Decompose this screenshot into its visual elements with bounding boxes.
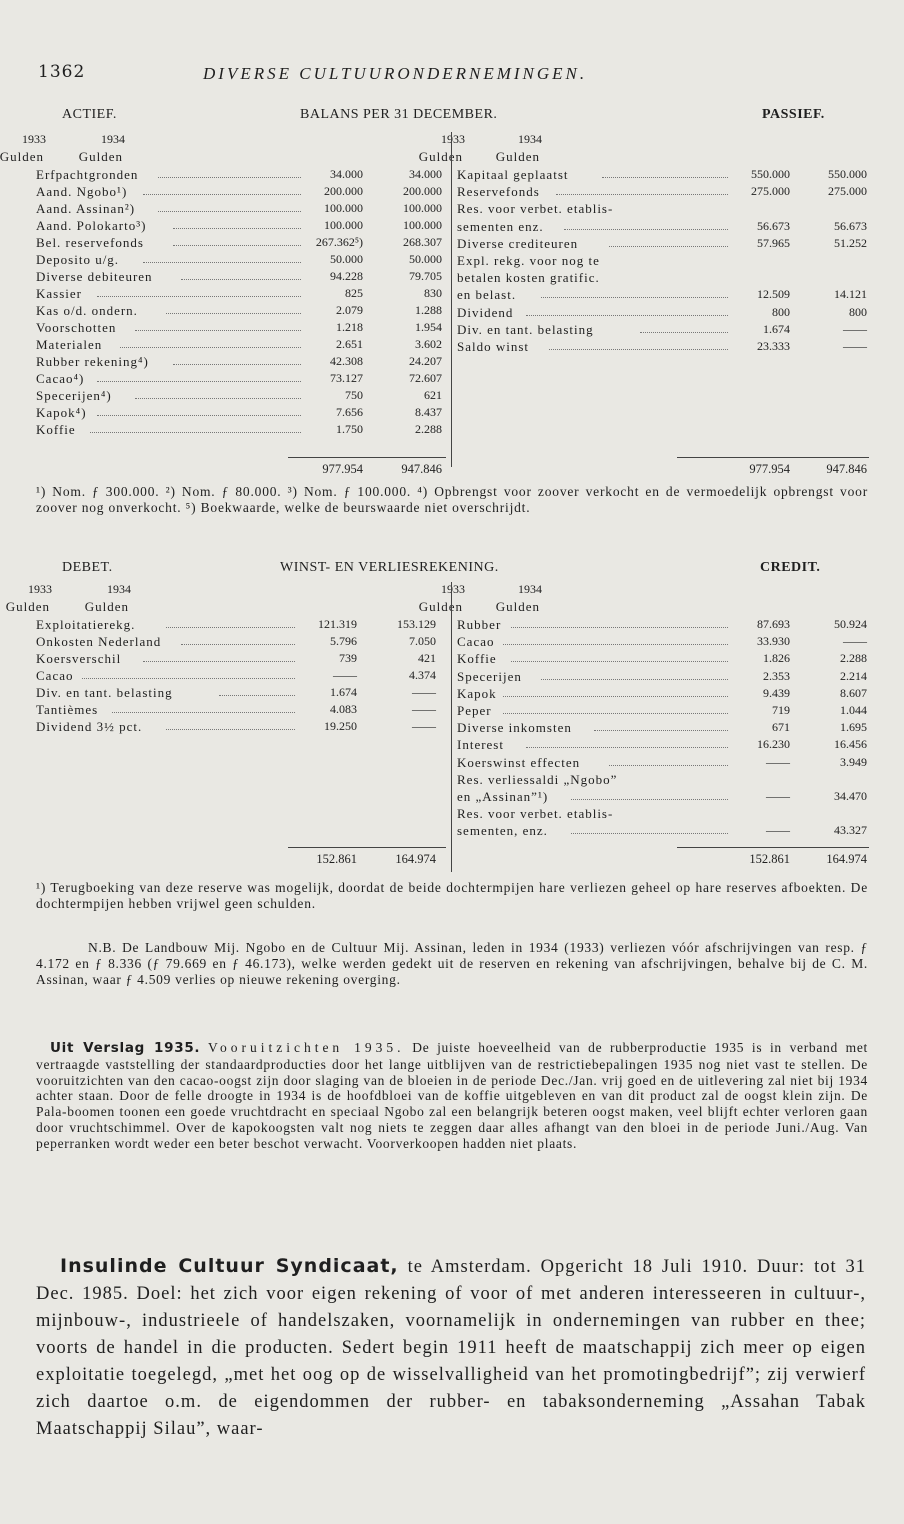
value-1934: 57.965: [757, 235, 790, 250]
leader-dots: [97, 404, 301, 416]
row-label: Diverse debiteuren: [36, 269, 153, 284]
leader-dots: [166, 302, 301, 314]
value-1934: 42.308: [330, 354, 363, 368]
value-1934: 73.127: [330, 371, 363, 385]
leader-dots: [503, 702, 728, 714]
value-1934: ——: [766, 754, 790, 769]
leader-dots: [97, 285, 301, 297]
actief-table: [0, 132, 446, 477]
value-1934: 5.796: [330, 634, 357, 648]
value-1934: 100.000: [324, 218, 363, 232]
row-label: Kassier: [36, 286, 82, 301]
leader-dots: [158, 166, 301, 178]
table-row: [36, 200, 446, 217]
table-row: [457, 633, 869, 650]
leader-dots: [135, 387, 301, 399]
table-row: [36, 633, 446, 650]
row-label: Koersverschil: [36, 651, 122, 666]
value-1933: ——: [843, 339, 867, 353]
value-1933: 51.252: [834, 235, 867, 250]
leader-dots: [526, 304, 728, 316]
year-header-1934: 1934: [107, 582, 131, 596]
table-row: [36, 166, 446, 183]
row-label: Res. voor verbet. etablis-: [457, 806, 614, 822]
value-1934: 23.333: [757, 339, 790, 353]
nb-paragraph: N.B. De Landbouw Mij. Ngobo en de Cultuur Mij. Assinan, leden in 1934 (1933) verliezen vóór afschrijvingen van resp. ƒ 4.172 en ƒ 8.336 (ƒ 79.669 en ƒ 46.173), welke werden gedekt uit de reserven en rekening van afschrijvingen, behalve bij de C. M. Assinan, waar ƒ 4.509 verlies op nieuwe rekening overging.: [36, 940, 868, 987]
value-1933: 43.327: [834, 823, 867, 838]
row-label: Koerswinst effecten: [457, 754, 581, 770]
row-label: Kas o/d. ondern.: [36, 303, 138, 318]
value-1933: 153.129: [397, 617, 436, 631]
row-label: en „Assinan”¹): [457, 789, 549, 804]
value-1934: 56.673: [757, 218, 790, 233]
table-row: [36, 387, 446, 404]
table-row: [457, 788, 869, 805]
row-label: Koffie: [457, 651, 497, 667]
pl-divider: [451, 582, 452, 872]
total-1933: 164.974: [826, 852, 867, 866]
value-1933: 2.288: [415, 422, 442, 436]
row-label: Rubber: [457, 617, 502, 632]
value-1934: 33.930: [757, 634, 790, 649]
value-1933: 1.288: [415, 303, 442, 317]
row-label: Voorschotten: [36, 320, 117, 335]
row-label: Diverse inkomsten: [457, 720, 572, 736]
debet-table: [5, 582, 446, 872]
row-label: Kapok⁴): [36, 405, 87, 420]
value-1933: 8.437: [415, 405, 442, 419]
table-row: [36, 421, 446, 438]
row-label: sementen enz.: [457, 218, 544, 234]
leader-dots: [602, 166, 728, 178]
table-row: [457, 252, 869, 269]
page-number: 1362: [38, 62, 86, 82]
value-1933: 56.673: [834, 218, 867, 233]
table-row: [457, 771, 869, 788]
value-1933: 34.000: [409, 167, 442, 181]
year-header-1933: 1933: [441, 132, 465, 146]
leader-dots: [526, 736, 728, 748]
row-label: Div. en tant. belasting: [36, 685, 173, 700]
total-1933: 947.846: [401, 462, 442, 476]
balance-footnote: ¹) Nom. ƒ 300.000. ²) Nom. ƒ 80.000. ³) Nom. ƒ 100.000. ⁴) Opbrengst voor zoover verkocht en de vermoedelijk opbrengst voor zoover nog onverkocht. ⁵) Boekwaarde, welke de beurswaarde niet overschrijdt.: [36, 484, 868, 515]
table-row: [36, 319, 446, 336]
year-header-1934: 1934: [518, 132, 542, 146]
leader-dots: [571, 788, 728, 800]
value-1933: 1.695: [840, 720, 867, 735]
pl-heading: WINST- EN VERLIESREKENING.: [280, 560, 499, 575]
total-1934: 152.861: [749, 852, 790, 866]
row-label: Onkosten Nederland: [36, 634, 162, 649]
row-label: Materialen: [36, 337, 103, 352]
value-1933: 8.607: [840, 685, 867, 700]
row-label: Specerijen: [457, 668, 522, 684]
value-1933: 3.949: [840, 754, 867, 769]
value-1934: 100.000: [324, 201, 363, 215]
leader-dots: [541, 286, 728, 298]
row-label: Peper: [457, 703, 492, 718]
row-label: Specerijen⁴): [36, 388, 112, 403]
value-1934: 2.651: [336, 337, 363, 351]
row-label: sementen, enz.: [457, 823, 548, 839]
leader-dots: [166, 718, 295, 730]
value-1934: 2.079: [336, 303, 363, 317]
pl-footnote: ¹) Terugboeking van deze reserve was mogelijk, doordat de beide dochtermpijen hare verliezen geheel op hare reserves afboekten. De dochtermpijen hebben vrijwel geen schulden.: [36, 880, 868, 911]
year-header-1933: 1933: [441, 582, 465, 596]
leader-dots: [181, 268, 301, 280]
value-1934: 34.000: [330, 167, 363, 181]
table-row: [36, 268, 446, 285]
value-1934: 800: [772, 304, 790, 319]
row-label: Interest: [457, 737, 504, 753]
value-1933: 268.307: [403, 235, 442, 249]
row-label: Div. en tant. belasting: [457, 321, 594, 337]
row-label: Cacao: [457, 634, 495, 650]
leader-dots: [166, 616, 295, 628]
value-1933: ——: [412, 702, 436, 716]
unit-header-1934: Gulden: [84, 599, 129, 614]
leader-dots: [571, 822, 728, 834]
leader-dots: [112, 701, 295, 713]
value-1934: 12.509: [757, 287, 790, 302]
verslag-spaced-title: Vooruitzichten 1935.: [207, 1040, 405, 1055]
total-rule: [288, 847, 446, 848]
row-label: Erfpachtgronden: [36, 167, 139, 182]
value-1934: 1.826: [763, 651, 790, 666]
row-label: Dividend: [457, 304, 514, 320]
leader-dots: [90, 421, 301, 433]
value-1934: 9.439: [763, 685, 790, 700]
value-1934: 2.353: [763, 668, 790, 683]
running-head: DIVERSE CULTUURONDERNEMINGEN.: [203, 64, 588, 83]
year-header-1934: 1934: [101, 132, 125, 146]
value-1933: 50.924: [834, 617, 867, 631]
leader-dots: [640, 321, 728, 333]
value-1934: ——: [333, 668, 357, 682]
table-row: [36, 404, 446, 421]
row-label: Kapok: [457, 685, 497, 701]
row-label: Deposito u/g.: [36, 252, 120, 267]
row-label: Cacao⁴): [36, 371, 85, 386]
row-label: Res. voor verbet. etablis-: [457, 201, 614, 217]
table-row: [457, 668, 869, 685]
value-1933: 2.288: [840, 651, 867, 666]
leader-dots: [143, 650, 295, 662]
value-1934: 7.656: [336, 405, 363, 419]
table-row: [457, 286, 869, 303]
value-1933: 24.207: [409, 354, 442, 368]
leader-dots: [97, 370, 301, 382]
leader-dots: [120, 336, 301, 348]
value-1933: ——: [412, 719, 436, 733]
value-1934: 16.230: [757, 737, 790, 752]
unit-header-1934: Gulden: [495, 599, 540, 614]
leader-dots: [609, 235, 728, 247]
row-label: Expl. rekg. voor nog te: [457, 253, 600, 268]
value-1934: 719: [772, 703, 790, 717]
table-row: [457, 650, 869, 667]
value-1933: 7.050: [409, 634, 436, 648]
value-1933: 50.000: [409, 252, 442, 266]
unit-header-1934: Gulden: [495, 149, 540, 164]
value-1933: 621: [424, 388, 442, 402]
leader-dots: [143, 183, 301, 195]
row-label: en belast.: [457, 287, 517, 303]
leader-dots: [511, 616, 728, 628]
table-row: [36, 217, 446, 234]
value-1933: ——: [843, 321, 867, 336]
value-1933: 3.602: [415, 337, 442, 351]
value-1934: 50.000: [330, 252, 363, 266]
unit-header-1933: Gulden: [418, 599, 463, 614]
table-row: [36, 302, 446, 319]
table-row: [457, 269, 869, 286]
value-1933: 79.705: [409, 269, 442, 283]
leader-dots: [135, 319, 301, 331]
value-1934: 1.674: [763, 321, 790, 336]
leader-dots: [511, 650, 728, 662]
table-row: [36, 234, 446, 251]
row-label: Rubber rekening⁴): [36, 354, 149, 369]
leader-dots: [556, 183, 728, 195]
value-1934: 825: [345, 286, 363, 300]
table-row: [36, 336, 446, 353]
value-1933: 800: [849, 304, 867, 319]
value-1934: 267.362⁵): [315, 235, 363, 249]
row-label: betalen kosten gratific.: [457, 270, 600, 286]
value-1934: 1.674: [330, 685, 357, 699]
leader-dots: [609, 754, 728, 766]
verslag-paragraph: [36, 1040, 868, 1152]
table-row: [457, 822, 869, 839]
value-1934: 94.228: [330, 269, 363, 283]
table-row: [36, 251, 446, 268]
value-1934: ——: [766, 789, 790, 803]
value-1933: 1.044: [840, 703, 867, 717]
table-row: [36, 616, 446, 633]
row-label: Reservefonds: [457, 184, 540, 200]
row-label: Exploitatierekg.: [36, 617, 136, 632]
table-row: [457, 754, 869, 771]
value-1933: 275.000: [828, 184, 867, 199]
value-1934: 1.750: [336, 422, 363, 436]
row-label: Tantièmes: [36, 702, 99, 717]
total-1934: 977.954: [322, 462, 363, 476]
table-row: [457, 685, 869, 702]
table-row: [457, 719, 869, 736]
value-1933: 1.954: [415, 320, 442, 334]
insulinde-name: Insulinde Cultuur Syndicaat,: [60, 1255, 399, 1277]
unit-header-1933: Gulden: [5, 599, 50, 614]
value-1933: 200.000: [403, 184, 442, 198]
verslag-lead: Uit Verslag 1935.: [50, 1040, 201, 1056]
total-1934: 977.954: [749, 462, 790, 476]
table-row: [457, 166, 869, 183]
year-header-1934: 1934: [518, 582, 542, 596]
value-1934: ——: [766, 823, 790, 838]
row-label: Aand. Ngobo¹): [36, 184, 128, 199]
total-1933: 164.974: [395, 852, 436, 866]
table-row: [457, 321, 869, 338]
value-1934: 275.000: [751, 184, 790, 199]
row-label: Cacao: [36, 668, 74, 683]
credit-heading: CREDIT.: [760, 560, 821, 575]
value-1934: 19.250: [324, 719, 357, 733]
unit-header-1934: Gulden: [78, 149, 123, 164]
table-row: [36, 718, 446, 735]
row-label: Bel. reservefonds: [36, 235, 144, 250]
table-row: [36, 353, 446, 370]
table-row: [457, 702, 869, 719]
row-label: Saldo winst: [457, 339, 530, 354]
balance-heading: BALANS PER 31 DECEMBER.: [300, 107, 498, 122]
table-row: [36, 701, 446, 718]
total-rule: [677, 847, 869, 848]
table-row: [457, 235, 869, 252]
unit-header-1933: Gulden: [0, 149, 44, 164]
leader-dots: [181, 633, 295, 645]
balance-divider: [451, 132, 452, 467]
total-rule: [677, 457, 869, 458]
table-row: [457, 616, 869, 633]
leader-dots: [173, 353, 301, 365]
table-row: [457, 183, 869, 200]
row-label: Aand. Polokarto³): [36, 218, 147, 233]
table-row: [457, 736, 869, 753]
value-1933: 34.470: [834, 789, 867, 803]
insulinde-paragraph: [36, 1253, 866, 1443]
year-header-1933: 1933: [22, 132, 46, 146]
value-1933: 14.121: [834, 287, 867, 302]
leader-dots: [82, 667, 295, 679]
leader-dots: [503, 633, 728, 645]
leader-dots: [173, 217, 301, 229]
verslag-text: De juiste hoeveelheid van de rubberproductie 1935 is in verband met vertraagde vaststelling der standaardproducties door het lange uitblijven van de restrictiebepalingen 1935 nog niet vast te stellen. De vooruitzichten van den cacao-oogst zijn door slaging van de bloeien in de periode Dec./Jan. vrij goed en de uitlevering zal niet bij 1934 achter staan. Door de felle droogte in 1934 is de hoofdbloei van de koffie uitgebleven en van dit product zal de oogst klein zijn. De Pala-boomen toonen een goede vruchtdracht en speciaal Ngobo zal een belangrijk beteren oogst maken, veel blijft echter verloren gaan door vruchtschimmel. Over de kapokoogsten valt nog niets te zeggen daar alles afhangt van den bloei in de periode Juni./Aug. Van peperranken wordt weder een beter beschot verwacht. Voorverkoopen hadden niet plaats.: [36, 1040, 868, 1151]
table-row: [36, 183, 446, 200]
table-row: [36, 650, 446, 667]
row-label: Koffie: [36, 422, 76, 437]
value-1934: 550.000: [751, 167, 790, 181]
leader-dots: [173, 234, 301, 246]
table-row: [36, 684, 446, 701]
table-row: [457, 200, 869, 217]
debet-heading: DEBET.: [62, 560, 113, 575]
total-1934: 152.861: [316, 852, 357, 866]
value-1934: 750: [345, 388, 363, 402]
row-label: Diverse crediteuren: [457, 235, 579, 251]
leader-dots: [219, 684, 295, 696]
value-1933: 72.607: [409, 371, 442, 385]
leader-dots: [549, 338, 728, 350]
table-row: [457, 805, 869, 822]
row-label: Aand. Assinan²): [36, 201, 136, 216]
value-1933: 830: [424, 286, 442, 300]
leader-dots: [503, 685, 728, 697]
row-label: Dividend 3½ pct.: [36, 719, 143, 734]
value-1933: 100.000: [403, 218, 442, 232]
row-label: Res. verliessaldi „Ngobo”: [457, 771, 618, 787]
insulinde-text: te Amsterdam. Opgericht 18 Juli 1910. Duur: tot 31 Dec. 1985. Doel: het zich voor eigen rekening of voor of met anderen interesseeren in cultuur-, mijnbouw-, industrieele of handelszaken, voornamelijk in ondernemingen van rubber en thee; voorts de handel in die producten. Sedert begin 1911 heeft de maatschappij zich meer op eigen exploitatie toegelegd, „met het oog op de wisselvalligheid van het promotingbedrijf”; zij verwierf zich daartoe o.m. de eigendommen der rubber- en tabaksonderneming „Assahan Tabak Maatschappij Silau”, waar-: [36, 1257, 867, 1439]
table-row: [457, 338, 869, 355]
total-rule: [288, 457, 446, 458]
year-header-1933: 1933: [28, 582, 52, 596]
leader-dots: [541, 668, 728, 680]
value-1933: 550.000: [828, 167, 867, 181]
value-1934: 200.000: [324, 184, 363, 198]
value-1934: 4.083: [330, 702, 357, 716]
table-row: [36, 370, 446, 387]
value-1934: 87.693: [757, 617, 790, 631]
table-row: [36, 667, 446, 684]
total-1933: 947.846: [826, 462, 867, 476]
passief-heading: PASSIEF.: [762, 107, 825, 122]
value-1934: 1.218: [336, 320, 363, 334]
table-row: [36, 285, 446, 302]
row-label: Kapitaal geplaatst: [457, 167, 569, 182]
actief-heading: ACTIEF.: [62, 107, 117, 122]
value-1933: 4.374: [409, 668, 436, 682]
value-1933: ——: [412, 685, 436, 699]
leader-dots: [158, 200, 301, 212]
unit-header-1933: Gulden: [418, 149, 463, 164]
leader-dots: [564, 218, 728, 230]
leader-dots: [143, 251, 301, 263]
value-1933: 100.000: [403, 201, 442, 215]
value-1933: 16.456: [834, 737, 867, 752]
leader-dots: [594, 719, 728, 731]
value-1933: 2.214: [840, 668, 867, 683]
value-1933: ——: [843, 634, 867, 649]
table-row: [457, 304, 869, 321]
value-1934: 121.319: [318, 617, 357, 631]
value-1933: 421: [418, 651, 436, 665]
table-row: [457, 218, 869, 235]
value-1934: 671: [772, 720, 790, 735]
value-1934: 739: [339, 651, 357, 665]
